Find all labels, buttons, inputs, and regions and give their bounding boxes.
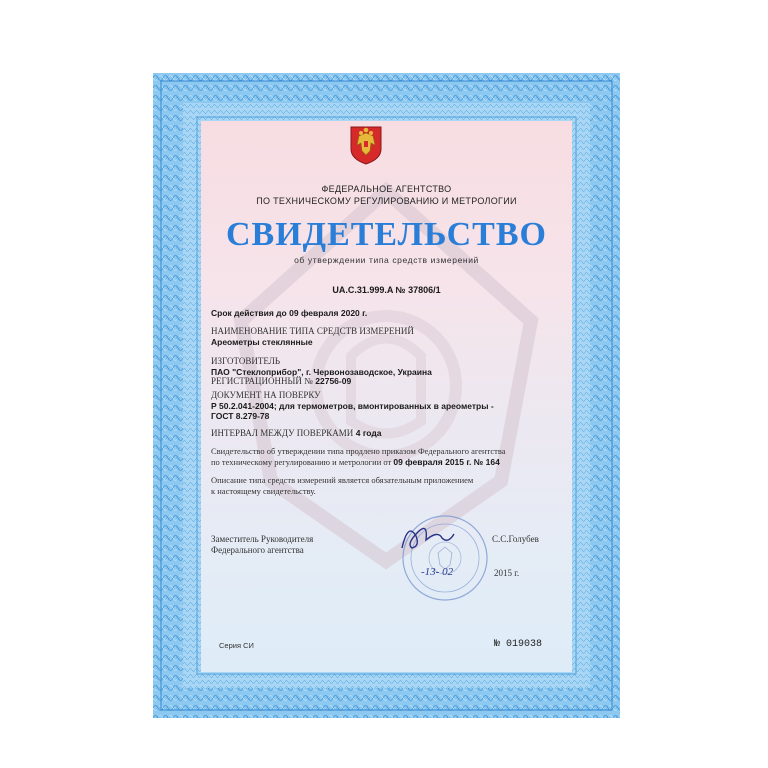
signatory-name: С.С.Голубев (492, 534, 539, 544)
extension-note-line2-prefix: по техническому регулированию и метрологии от (211, 456, 392, 467)
instrument-value: Ареометры стеклянные (211, 337, 313, 347)
signatory-position-line1: Заместитель Руководителя (211, 534, 314, 544)
certificate (153, 73, 620, 718)
handwritten-date: -13- 02 (421, 566, 454, 578)
interval-label: ИНТЕРВАЛ МЕЖДУ ПОВЕРКАМИ (211, 428, 354, 438)
validity-value: 09 февраля 2020 г. (289, 308, 368, 318)
extension-note-line1: Свидетельство об утверждении типа продлено приказом Федерального агентства (211, 446, 506, 456)
description-note (211, 475, 546, 496)
agency-name-line2: ПО ТЕХНИЧЕСКОМУ РЕГУЛИРОВАНИЮ И МЕТРОЛОГИИ (256, 196, 517, 206)
verification-doc-label: ДОКУМЕНТ НА ПОВЕРКУ (211, 390, 321, 400)
description-note-line1: Описание типа средств измерений является обязательным приложением (211, 475, 474, 485)
document-subtitle: об утверждении типа средств измерений (294, 255, 479, 265)
manufacturer-value: ПАО "Стеклоприбор", г. Червонозаводское, Украина (211, 367, 432, 377)
extension-note-order: 09 февраля 2015 г. № 164 (393, 456, 500, 467)
agency-name-line1: ФЕДЕРАЛЬНОЕ АГЕНТСТВО (321, 184, 452, 194)
manufacturer-label: ИЗГОТОВИТЕЛЬ (211, 356, 281, 366)
registration-line (211, 376, 351, 386)
series-label: Серия СИ (219, 641, 254, 650)
validity-label: Срок действия до (211, 308, 287, 318)
extension-note (211, 446, 546, 467)
extension-note-line2 (211, 457, 546, 468)
verification-doc-value-line2: ГОСТ 8.279-78 (211, 411, 270, 421)
date-year: 2015 г. (494, 568, 520, 578)
interval-line (211, 428, 381, 438)
document-title: СВИДЕТЕЛЬСТВО (226, 216, 547, 253)
registration-label: РЕГИСТРАЦИОННЫЙ № (211, 376, 313, 386)
russian-coat-of-arms-icon (349, 125, 383, 165)
instrument-label: НАИМЕНОВАНИЕ ТИПА СРЕДСТВ ИЗМЕРЕНИЙ (211, 326, 414, 336)
serial-number: № 019038 (494, 639, 543, 650)
interval-value: 4 года (355, 428, 382, 438)
verification-doc-value-line1: Р 50.2.041-2004; для термометров, вмонтированных в ареометры - (211, 401, 494, 411)
validity-line (211, 308, 367, 318)
certificate-number: UA.C.31.999.A № 37806/1 (332, 285, 441, 295)
registration-value: 22756-09 (315, 376, 352, 386)
handwritten-signature (398, 518, 458, 558)
signatory-position-line2: Федерального агентства (211, 545, 304, 555)
description-note-line2: к настоящему свидетельству. (211, 485, 316, 496)
